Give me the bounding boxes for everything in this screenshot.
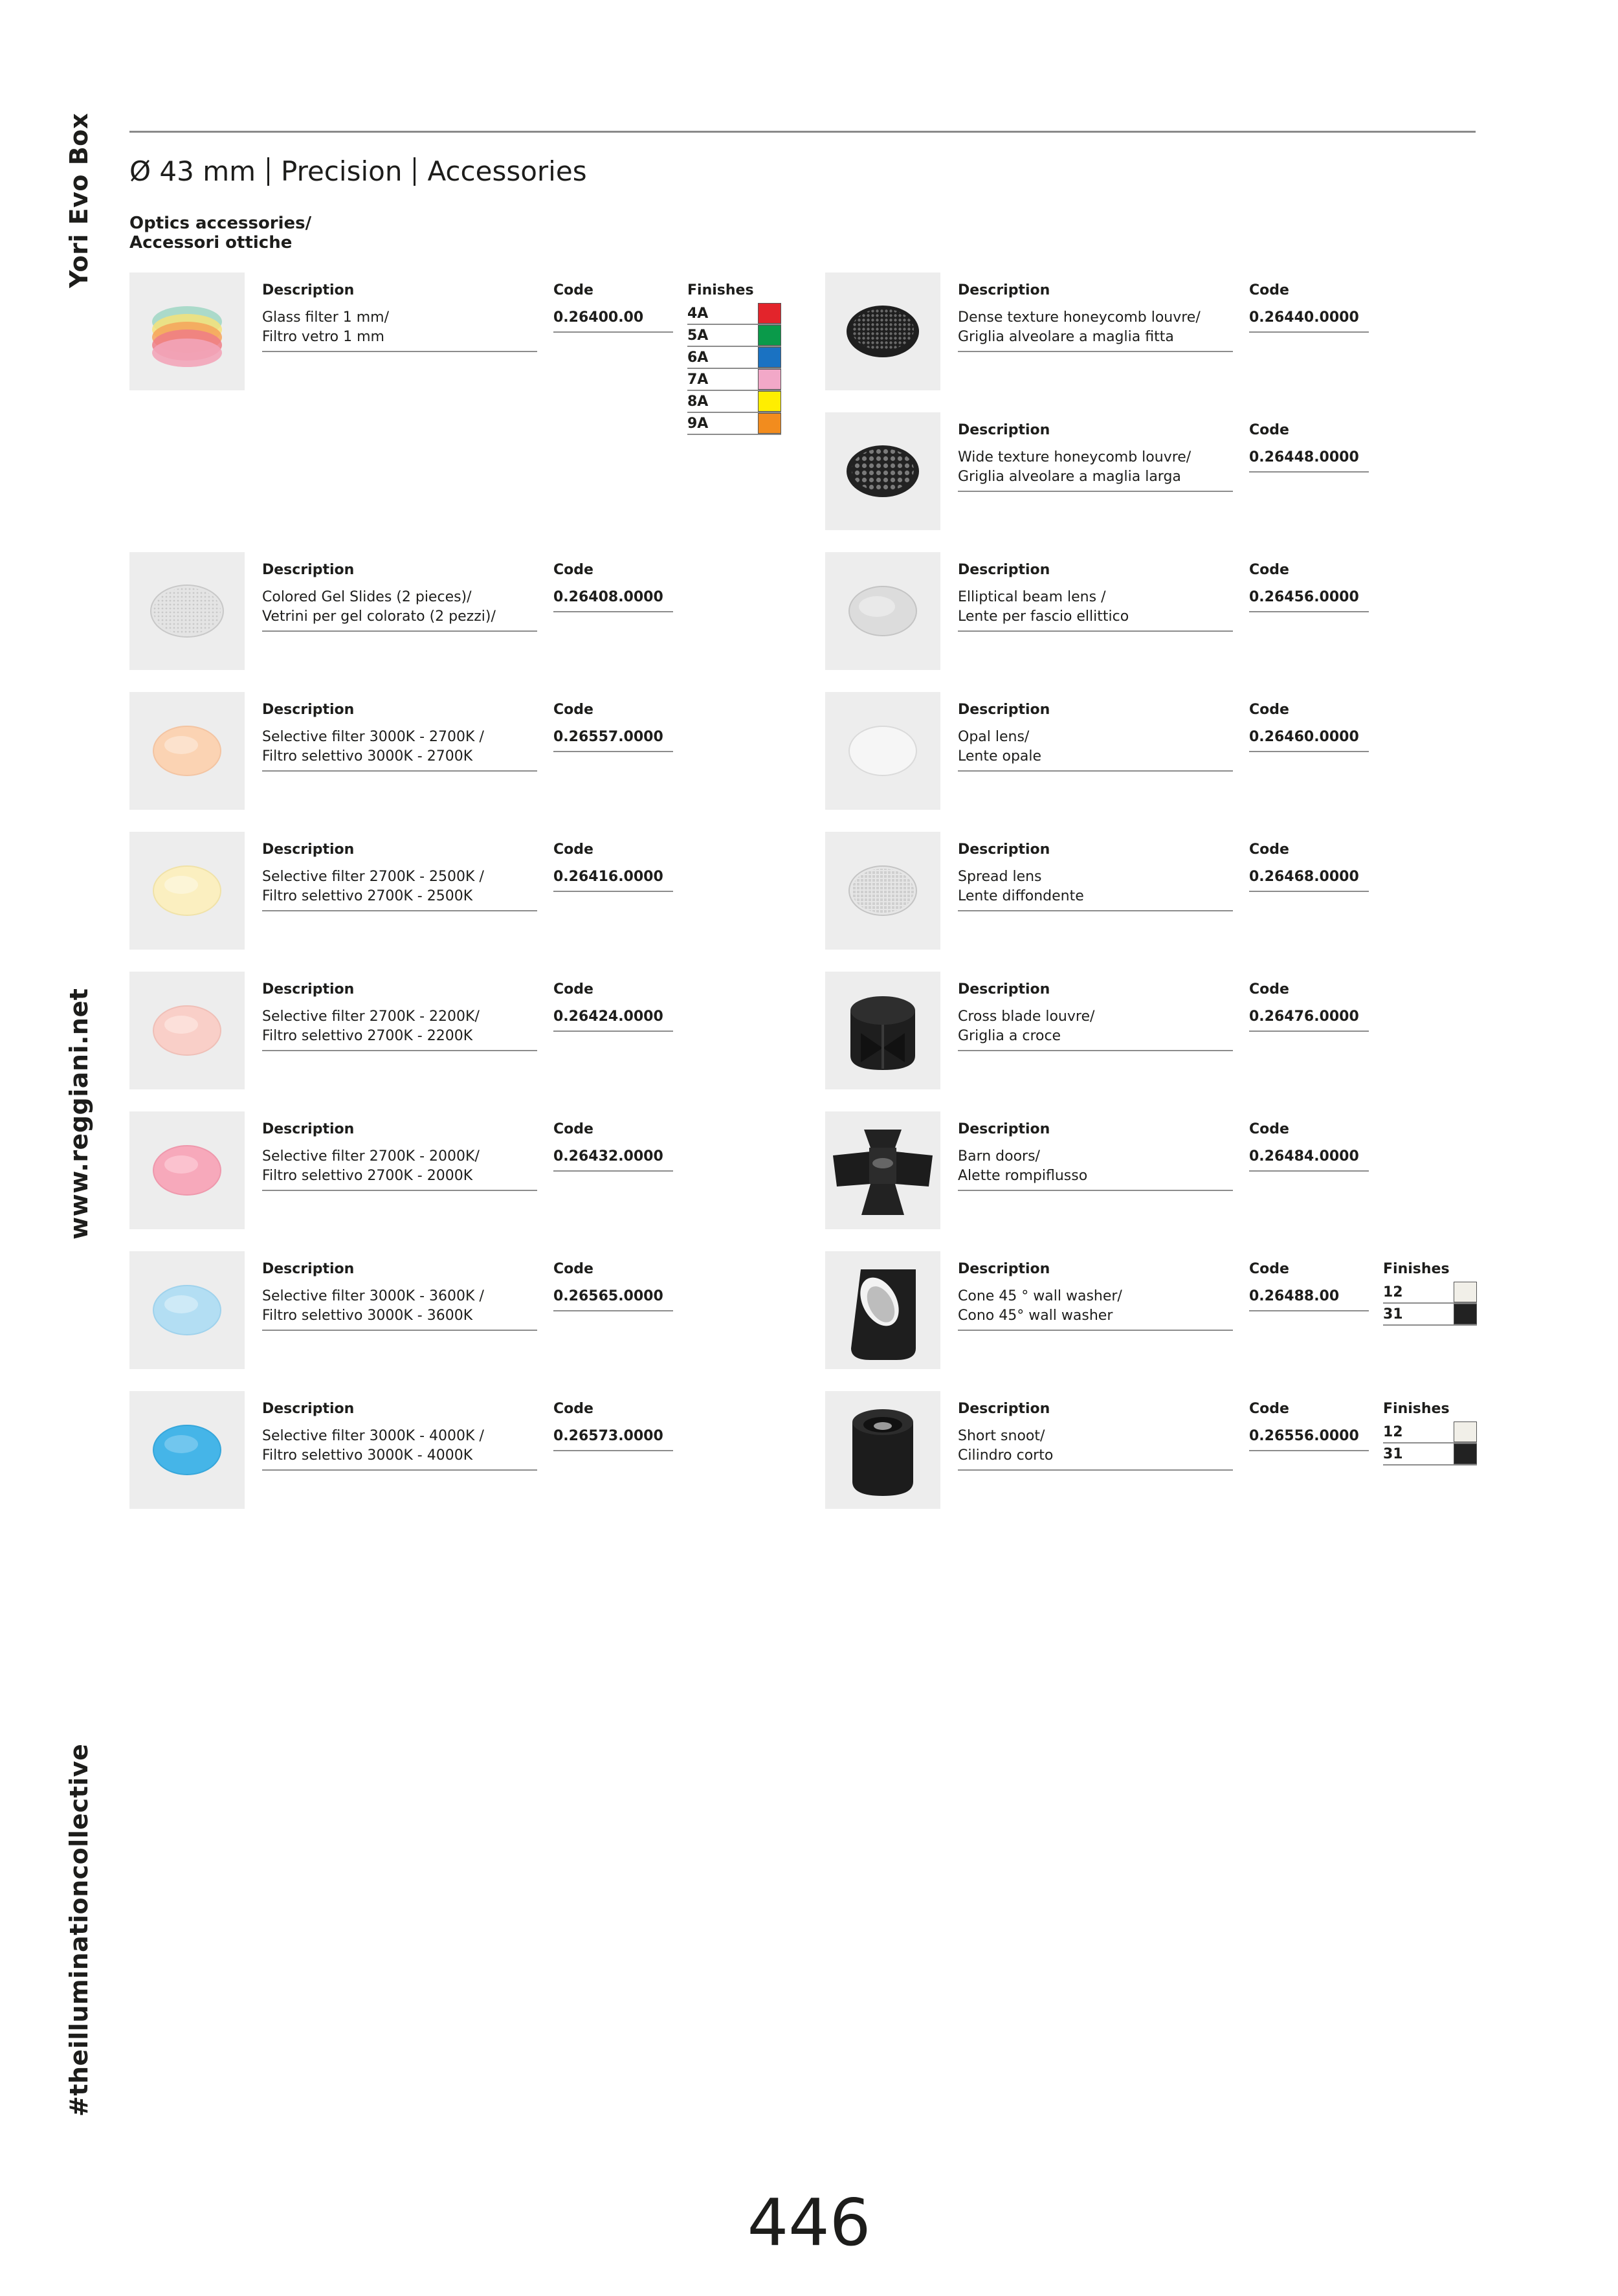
finish-code: 4A (687, 306, 709, 322)
accessory-item-selective-2700-2200 (129, 972, 686, 1089)
finishes-list (1383, 1421, 1477, 1466)
description-italian: Filtro selettivo 3000K - 3600K (262, 1308, 473, 1324)
item-code: 0.26400.00 (553, 308, 673, 333)
item-description (958, 1427, 1233, 1471)
finish-swatch (758, 369, 781, 390)
finishes-label: Finishes (1383, 1401, 1450, 1417)
description-english: Cross blade louvre/ (958, 1009, 1095, 1025)
finish-code: 31 (1383, 1446, 1403, 1462)
finish-swatch (758, 347, 781, 368)
cone-wall-washer-icon (825, 1251, 940, 1369)
accessory-item-dense-honeycomb (825, 273, 1382, 390)
sidebar-product-name: Yori Evo Box (65, 113, 93, 288)
code-label: Code (1249, 1401, 1289, 1417)
item-code: 0.26488.00 (1249, 1287, 1369, 1311)
finish-swatch (1454, 1421, 1477, 1442)
item-code: 0.26456.0000 (1249, 588, 1369, 612)
code-label: Code (1249, 562, 1289, 578)
description-italian: Filtro selettivo 2700K - 2000K (262, 1168, 473, 1184)
description-label: Description (262, 981, 355, 998)
accessory-item-colored-gel (129, 552, 686, 670)
code-label: Code (1249, 702, 1289, 718)
item-code: 0.26556.0000 (1249, 1427, 1369, 1451)
subtitle-italian: Accessori ottiche (129, 233, 293, 252)
description-italian: Griglia a croce (958, 1028, 1061, 1044)
description-english: Colored Gel Slides (2 pieces)/ (262, 589, 472, 605)
item-code: 0.26432.0000 (553, 1147, 673, 1172)
description-english: Spread lens (958, 869, 1042, 885)
item-description (262, 1007, 537, 1051)
description-italian: Lente per fascio ellittico (958, 608, 1129, 625)
accessory-item-glass-filter (129, 273, 783, 432)
code-label: Code (1249, 282, 1289, 298)
code-label: Code (553, 1261, 593, 1277)
selective-filter-icon (129, 1111, 245, 1229)
finish-row (687, 325, 781, 347)
finish-row (1383, 1443, 1477, 1466)
accessory-item-selective-3000-3600 (129, 1251, 686, 1369)
finish-row (1383, 1282, 1477, 1304)
description-english: Selective filter 2700K - 2500K / (262, 869, 484, 885)
description-label: Description (958, 562, 1050, 578)
honeycomb-louvre-icon (825, 412, 940, 530)
item-code: 0.26557.0000 (553, 728, 673, 752)
accessory-item-spread-lens (825, 832, 1382, 950)
item-description (958, 588, 1233, 632)
title-section: Accessories (427, 155, 587, 187)
item-description (262, 728, 537, 772)
gel-slide-icon (129, 552, 245, 670)
selective-filter-icon (129, 1251, 245, 1369)
item-description (262, 308, 537, 352)
item-description (262, 588, 537, 632)
finish-swatch (758, 391, 781, 412)
code-label: Code (553, 562, 593, 578)
opal-lens-icon (825, 692, 940, 810)
item-code: 0.26424.0000 (553, 1007, 673, 1032)
item-code: 0.26440.0000 (1249, 308, 1369, 333)
item-description (958, 308, 1233, 352)
honeycomb-louvre-icon (825, 273, 940, 390)
description-label: Description (958, 1261, 1050, 1277)
code-label: Code (553, 1121, 593, 1137)
spread-lens-icon (825, 832, 940, 950)
item-description (958, 1147, 1233, 1191)
description-label: Description (958, 702, 1050, 718)
description-english: Selective filter 3000K - 2700K / (262, 729, 484, 745)
description-italian: Filtro selettivo 2700K - 2500K (262, 888, 473, 904)
code-label: Code (1249, 1261, 1289, 1277)
glass-filter-stack-icon (129, 273, 245, 390)
item-description (262, 867, 537, 911)
item-description (958, 728, 1233, 772)
selective-filter-icon (129, 1391, 245, 1509)
page-title (129, 155, 587, 187)
description-label: Description (958, 282, 1050, 298)
cross-blade-louvre-icon (825, 972, 940, 1089)
description-english: Opal lens/ (958, 729, 1030, 745)
item-description (958, 1007, 1233, 1051)
item-code: 0.26408.0000 (553, 588, 673, 612)
header-rule (129, 131, 1476, 133)
finish-code: 31 (1383, 1306, 1403, 1322)
title-family: Precision (281, 155, 403, 187)
sidebar-hashtag: #theilluminationcollective (65, 1743, 93, 2117)
description-label: Description (262, 1121, 355, 1137)
code-label: Code (553, 1401, 593, 1417)
code-label: Code (553, 841, 593, 858)
description-label: Description (262, 1401, 355, 1417)
description-label: Description (262, 702, 355, 718)
item-code: 0.26565.0000 (553, 1287, 673, 1311)
description-italian: Griglia alveolare a maglia larga (958, 469, 1181, 485)
finish-code: 5A (687, 328, 709, 344)
item-code: 0.26448.0000 (1249, 448, 1369, 473)
item-code: 0.26468.0000 (1249, 867, 1369, 892)
description-italian: Lente opale (958, 748, 1042, 764)
finish-row (1383, 1421, 1477, 1443)
section-subtitle (129, 214, 311, 252)
selective-filter-icon (129, 972, 245, 1089)
item-description (958, 448, 1233, 492)
finish-swatch (1454, 1443, 1477, 1464)
description-italian: Lente diffondente (958, 888, 1084, 904)
finish-swatch (758, 325, 781, 346)
description-english: Selective filter 2700K - 2000K/ (262, 1148, 480, 1165)
finish-row (687, 369, 781, 391)
selective-filter-icon (129, 832, 245, 950)
accessory-item-short-snoot (825, 1391, 1479, 1509)
accessory-item-selective-2700-2000 (129, 1111, 686, 1229)
accessory-item-cone-wall-washer (825, 1251, 1479, 1369)
accessory-item-cross-blade (825, 972, 1382, 1089)
finish-row (687, 347, 781, 369)
short-snoot-icon (825, 1391, 940, 1509)
finish-row (687, 413, 781, 435)
finishes-label: Finishes (1383, 1261, 1450, 1277)
description-english: Selective filter 3000K - 4000K / (262, 1428, 484, 1444)
description-label: Description (958, 981, 1050, 998)
code-label: Code (1249, 981, 1289, 998)
description-label: Description (958, 422, 1050, 438)
finish-code: 6A (687, 350, 709, 366)
selective-filter-icon (129, 692, 245, 810)
description-label: Description (958, 1401, 1050, 1417)
page-number: 446 (747, 2185, 871, 2260)
description-label: Description (262, 841, 355, 858)
description-label: Description (262, 1261, 355, 1277)
finish-code: 7A (687, 372, 709, 388)
accessory-item-selective-3000-2700 (129, 692, 686, 810)
barn-doors-icon (825, 1111, 940, 1229)
item-description (262, 1427, 537, 1471)
code-label: Code (553, 981, 593, 998)
accessory-item-selective-3000-4000 (129, 1391, 686, 1509)
finish-row (1383, 1304, 1477, 1326)
description-label: Description (958, 1121, 1050, 1137)
description-label: Description (958, 841, 1050, 858)
title-separator (267, 157, 269, 186)
item-description (262, 1287, 537, 1331)
accessory-item-wide-honeycomb (825, 412, 1382, 530)
item-description (958, 867, 1233, 911)
finishes-label: Finishes (687, 282, 754, 298)
description-label: Description (262, 282, 355, 298)
code-label: Code (1249, 422, 1289, 438)
finish-code: 8A (687, 394, 709, 410)
item-code: 0.26460.0000 (1249, 728, 1369, 752)
description-italian: Griglia alveolare a maglia fitta (958, 329, 1174, 345)
accessory-item-barn-doors (825, 1111, 1382, 1229)
finishes-list (687, 303, 781, 435)
description-english: Selective filter 3000K - 3600K / (262, 1288, 484, 1304)
finish-code: 9A (687, 416, 709, 432)
description-italian: Alette rompiflusso (958, 1168, 1088, 1184)
finish-code: 12 (1383, 1284, 1403, 1300)
item-description (262, 1147, 537, 1191)
description-italian: Cilindro corto (958, 1447, 1054, 1464)
title-separator (414, 157, 416, 186)
description-italian: Cono 45° wall washer (958, 1308, 1113, 1324)
item-code: 0.26484.0000 (1249, 1147, 1369, 1172)
item-description (958, 1287, 1233, 1331)
description-italian: Vetrini per gel colorato (2 pezzi)/ (262, 608, 496, 625)
description-english: Elliptical beam lens / (958, 589, 1106, 605)
description-english: Glass filter 1 mm/ (262, 309, 389, 326)
description-label: Description (262, 562, 355, 578)
accessory-item-selective-2700-2500 (129, 832, 686, 950)
finish-swatch (1454, 1304, 1477, 1324)
finish-row (687, 391, 781, 413)
item-code: 0.26416.0000 (553, 867, 673, 892)
accessory-item-elliptical-lens (825, 552, 1382, 670)
description-english: Selective filter 2700K - 2200K/ (262, 1009, 480, 1025)
finish-swatch (758, 413, 781, 434)
finish-swatch (1454, 1282, 1477, 1302)
accessory-item-opal-lens (825, 692, 1382, 810)
code-label: Code (1249, 841, 1289, 858)
item-code: 0.26573.0000 (553, 1427, 673, 1451)
description-italian: Filtro selettivo 3000K - 2700K (262, 748, 473, 764)
title-diameter: Ø 43 mm (129, 155, 256, 187)
description-english: Dense texture honeycomb louvre/ (958, 309, 1201, 326)
code-label: Code (553, 702, 593, 718)
description-english: Wide texture honeycomb louvre/ (958, 449, 1191, 465)
description-italian: Filtro selettivo 2700K - 2200K (262, 1028, 473, 1044)
finish-row (687, 303, 781, 325)
sidebar-website[interactable]: www.reggiani.net (65, 988, 93, 1240)
description-english: Cone 45 ° wall washer/ (958, 1288, 1122, 1304)
item-code: 0.26476.0000 (1249, 1007, 1369, 1032)
elliptical-lens-icon (825, 552, 940, 670)
description-english: Barn doors/ (958, 1148, 1040, 1165)
finish-swatch (758, 303, 781, 324)
finishes-list (1383, 1282, 1477, 1326)
description-italian: Filtro selettivo 3000K - 4000K (262, 1447, 473, 1464)
subtitle-english: Optics accessories/ (129, 214, 312, 233)
finish-code: 12 (1383, 1424, 1403, 1440)
code-label: Code (1249, 1121, 1289, 1137)
code-label: Code (553, 282, 593, 298)
description-italian: Filtro vetro 1 mm (262, 329, 384, 345)
description-english: Short snoot/ (958, 1428, 1045, 1444)
